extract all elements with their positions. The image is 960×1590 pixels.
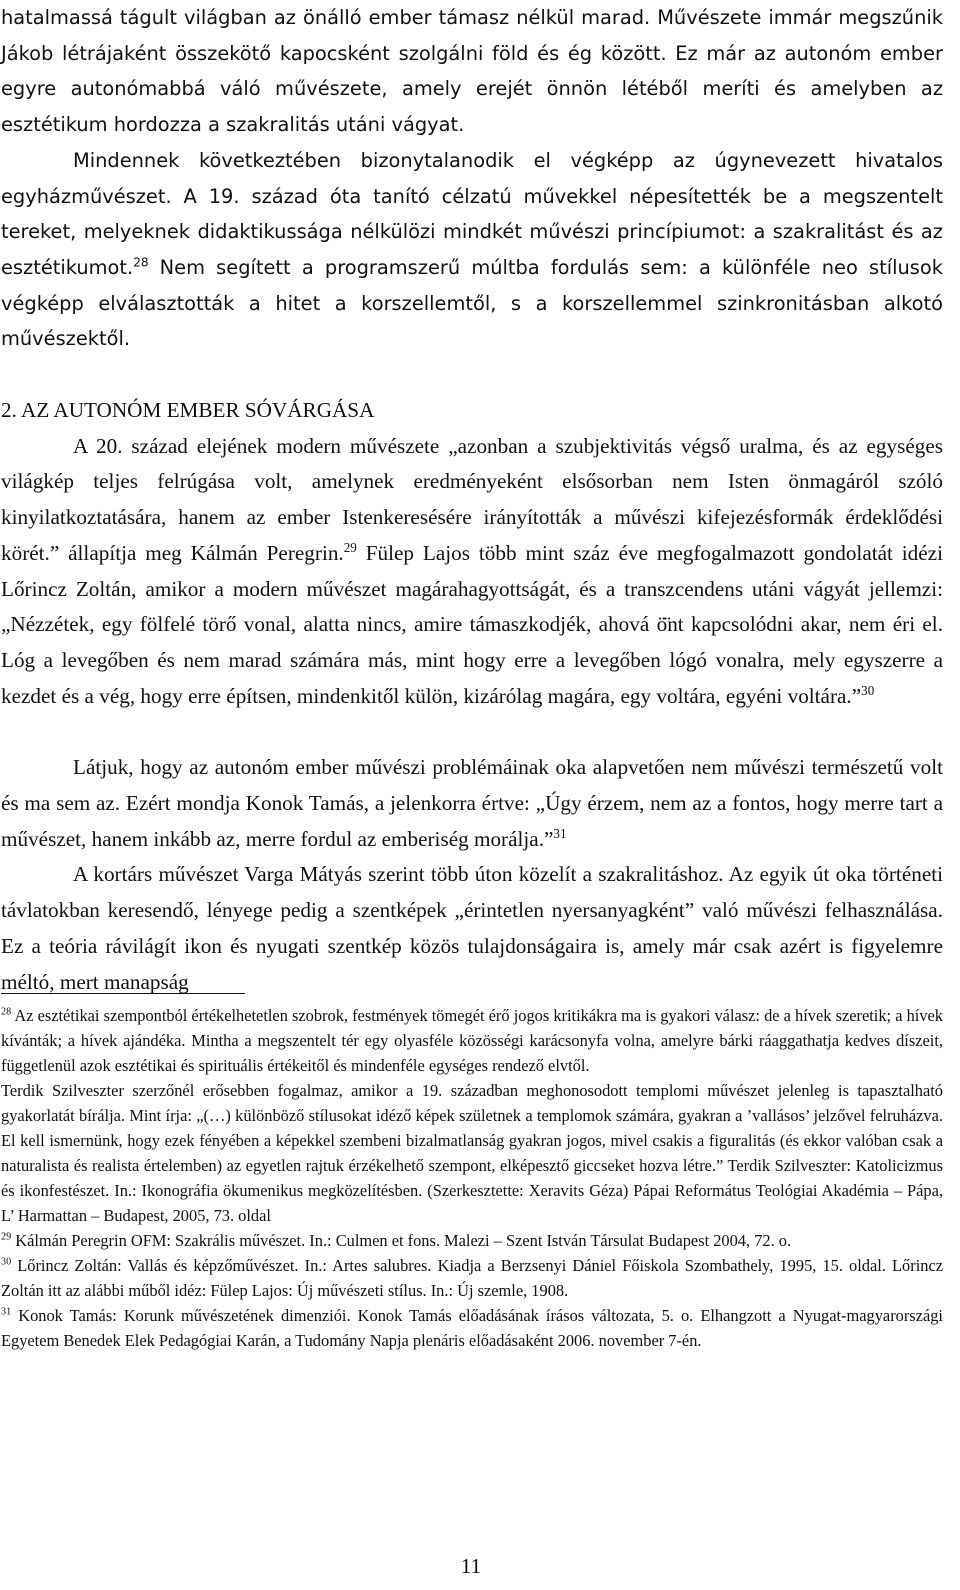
- footnotes: [1, 1003, 943, 1353]
- footnote-ref-29[interactable]: 29: [343, 539, 357, 555]
- footnote-ref-31[interactable]: 31: [553, 825, 567, 841]
- paragraph-1: [1, 0, 943, 143]
- footnote-28-number: 28: [1, 1006, 12, 1018]
- paragraph-3-text-b: Fülep Lajos több mint száz éve megfogalmazott gondolatát idézi Lőrincz Zoltán, amikor a modern művészet magárahagyottságát, és a transzcendens utáni vágyát jellemzi: „Nézzétek, egy fölfelé törő vonal, alatta nincs, amire támaszkodjék, ahová ö̈nt kapcsolódni akar, nem éri el. Lóg a levegőben és nem marad számára más, mint hogy erre a levegőben lógó vonalra, mely egyszerre a kezdet és a vég, hogy erre építsen, mindenkitől külön, kizárólag magára, egy voltára, egyéni voltára.”: [1, 540, 943, 708]
- footnote-ref-30[interactable]: 30: [861, 682, 875, 698]
- footnote-28-text: Az esztétikai szempontból értékelhetetlen szobrok, festmények tömegét érő jogos kritikákra ma is gyakori válasz: de a hívek szeretik; a hívek kívánták; a hívek ajándéka. Mintha a megszentelt tér egy olyasféle közösségi karácsonyfa volna, amelyre bárki ráaggathatja kedves díszeit, függetlenül azok esztétikai és spirituális értékeitől és mindenféle egységes rendező elvtől.: [1, 1006, 943, 1075]
- footnote-31: [1, 1303, 943, 1353]
- footnote-28: [1, 1003, 943, 1078]
- main-text: [1, 0, 943, 1000]
- footnote-29-text: Kálmán Peregrin OFM: Szakrális művészet. In.: Culmen et fons. Malezi – Szent István Társulat Budapest 2004, 72. o.: [11, 1231, 792, 1250]
- paragraph-5-text: A kortárs művészet Varga Mátyás szerint több úton közelít a szakralitáshoz. Az egyik út oka történeti távlatokban keresendő, lényege pedig a szentképek „érintetlen nyersanyagként” való művészi felhasználása. Ez a teória rávilágít ikon és nyugati szentkép közös tulajdonságaira is, amely már csak azért is figyelemre méltó, mert manapság: [1, 862, 943, 994]
- footnote-28-continuation: Terdik Szilveszter szerzőnél erősebben fogalmaz, amikor a 19. században meghonosodott templomi művészet jelenleg is tapasztalható gyakorlatát bírálja. Mint írja: „(…) különböző stílusokat idéző képek születnek a templomok számára, gyakran a ’vallásos’ jelzővel felruházva. El kell ismernünk, hogy ezek fényében a képekkel szembeni bizalmatlanság gyakran jogos, mivel csakis a figuralitás (és ekkor valóban csak a naturalista és realista értelemben) az egyetlen rajtuk érzékelhető szempont, elképesztő giccseket hozva létre.” Terdik Szilveszter: Katolicizmus és ikonfestészet. In.: Ikonográfia ökumenikus megközelítésben. (Szerkesztette: Xeravits Géza) Pápai Református Teológiai Akadémia – Pápa, L’ Harmattan – Budapest, 2005, 73. oldal: [1, 1081, 943, 1225]
- footnote-30: [1, 1253, 943, 1303]
- footnote-separator: [1, 993, 245, 994]
- paragraph-2: [1, 143, 943, 357]
- footnote-ref-28[interactable]: 28: [133, 255, 149, 270]
- footnote-31-text: Konok Tamás: Korunk művészetének dimenziói. Konok Tamás előadásának írásos változata, 5. o. Elhangzott a Nyugat-magyarországi Egyetem Benedek Elek Pedagógiai Karán, a Tudomány Napja plenáris előadásaként 2006. november 7-én.: [1, 1306, 943, 1350]
- paragraph-2-text-b: Nem segített a programszerű múltba fordulás sem: a különféle neo stílusok végképp elválasztották a hitet a korszellemtől, s a korszellemmel szinkronitásban alkotó művészektől.: [1, 255, 943, 351]
- paragraph-5: [1, 857, 943, 1000]
- paragraph-1-text: hatalmassá tágult világban az önálló ember támasz nélkül marad. Művészete immár megszűnik Jákob létrájaként összekötő kapocsként szolgálni föld és ég között. Ez már az autonóm ember egyre autonómabbá váló művészete, amely erejét önnön létéből meríti és amelyben az esztétikum hordozza a szakralitás utáni vágyat.: [1, 6, 943, 137]
- page-number: 11: [460, 1554, 482, 1578]
- paragraph-2-text-a: Mindennek következtében bizonytalanodik el végképp az úgynevezett hivatalos egyházművészet. A 19. század óta tanító célzatú művekkel népesítették be a megszentelt tereket, melyeknek didaktikussága nélkülözi mindkét művészi princípiumot: a szakralitást és az esztétikumot.: [1, 148, 943, 279]
- paragraph-3: [1, 429, 943, 715]
- paragraph-4: [1, 750, 943, 857]
- footnote-30-number: 30: [1, 1256, 12, 1268]
- footnote-29: [1, 1228, 943, 1253]
- footnote-29-number: 29: [1, 1231, 12, 1243]
- footnote-30-text: Lőrincz Zoltán: Vallás és képzőművészet. In.: Artes salubres. Kiadja a Berzsenyi Dániel Főiskola Szombathely, 1995, 15. oldal. Lőrincz Zoltán itt az alábbi műből idéz: Fülep Lajos: Új művészeti stílus. In.: Új szemle, 1908.: [1, 1256, 943, 1300]
- paragraph-4-text: Látjuk, hogy az autonóm ember művészi problémáinak oka alapvetően nem művészi természetű volt és ma sem az. Ezért mondja Konok Tamás, a jelenkorra értve: „Úgy érzem, nem az a fontos, hogy merre tart a művészet, hanem inkább az, merre fordul az emberiség morálja.”: [1, 755, 943, 851]
- paragraph-3-text-a: A 20. század elejének modern művészete „azonban a szubjektivitás végső uralma, és az egységes világkép teljes felrúgása volt, amelynek eredményeként elsősorban nem Isten önmagáról szóló kinyilatkoztatására, hanem az ember Istenkeresésére irányították a művészi kifejezésformák érdeklődési körét.” állapítja meg Kálmán Peregrin.: [1, 433, 943, 565]
- footnote-31-number: 31: [1, 1306, 12, 1318]
- section-heading: 2. AZ AUTONÓM EMBER SÓVÁRGÁSA: [1, 398, 375, 423]
